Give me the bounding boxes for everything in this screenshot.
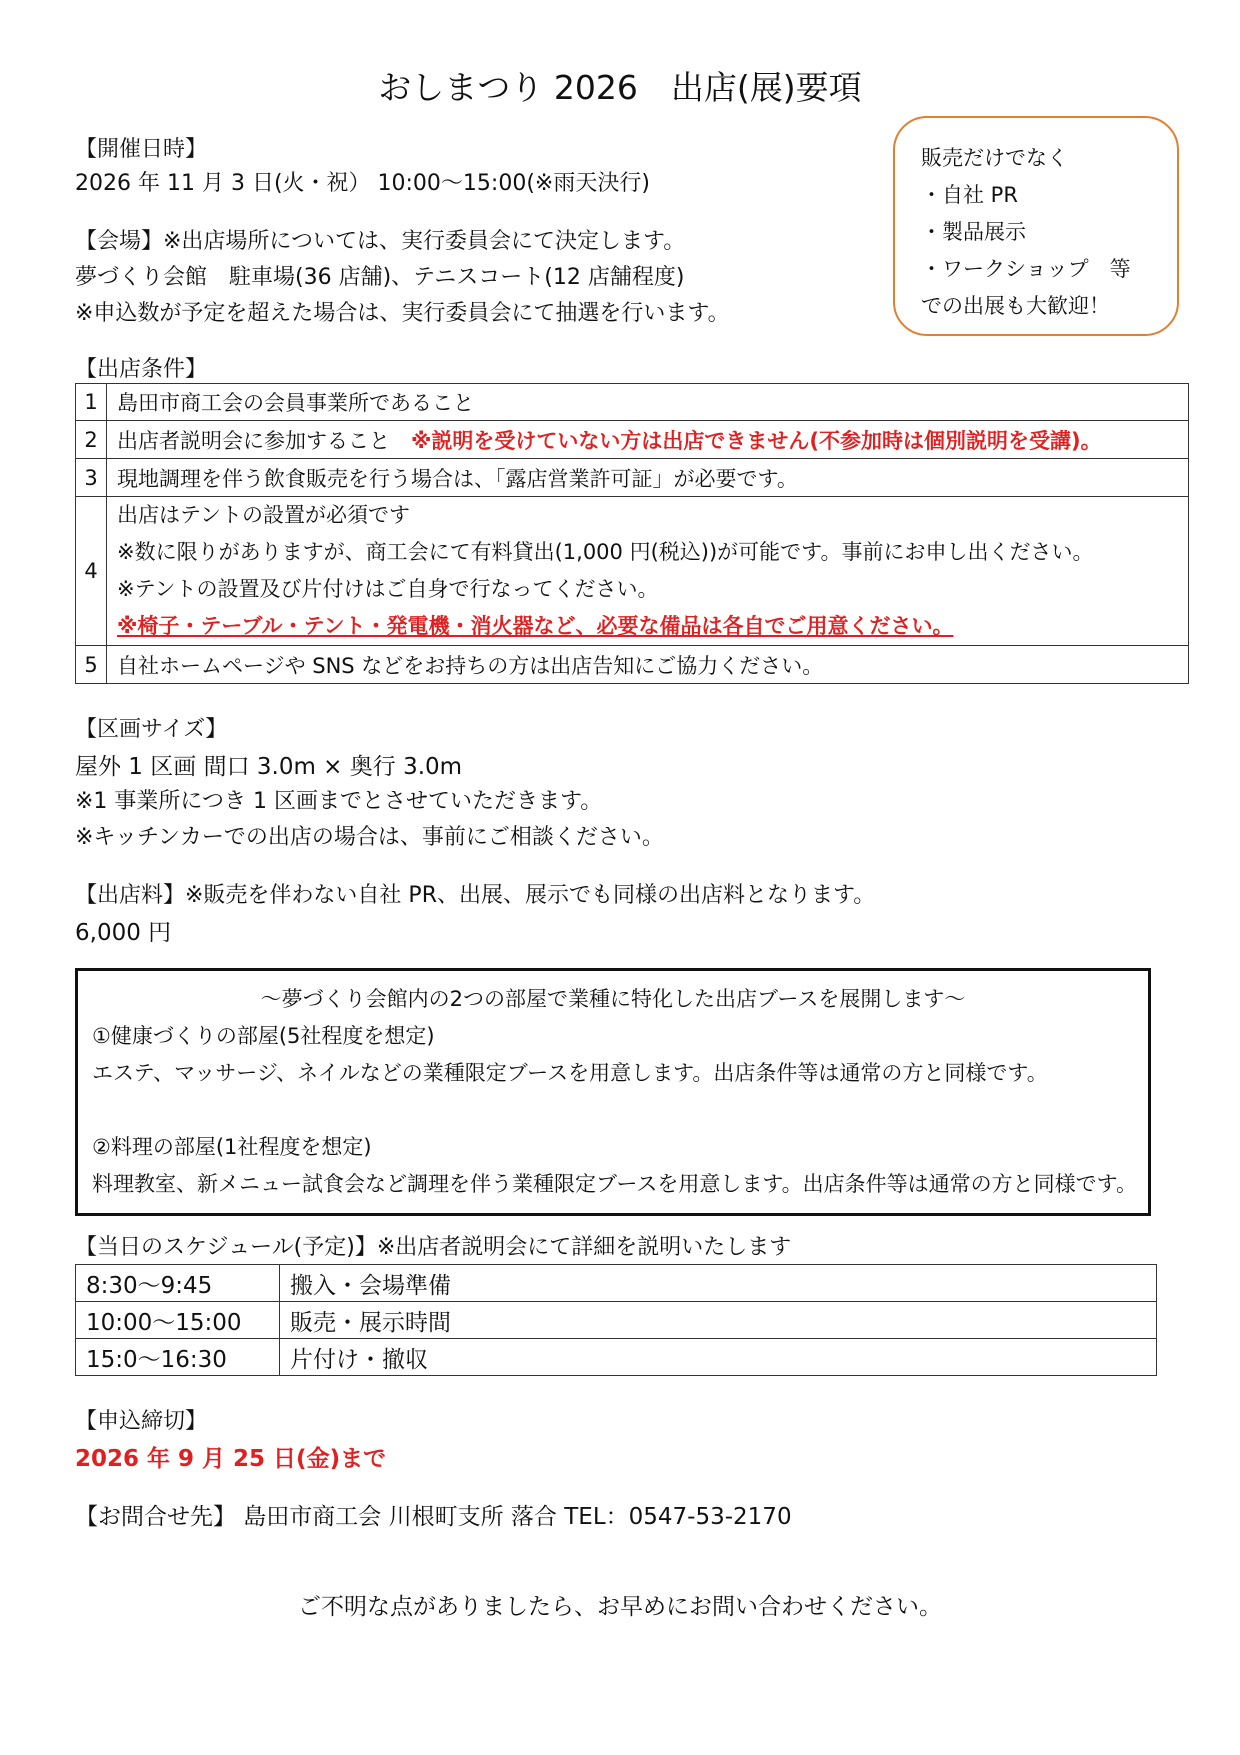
date-heading: 【開催日時】	[75, 137, 208, 162]
schedule-time: 15:0～16:30	[76, 1339, 280, 1376]
plot-note-1: ※1 事業所につき 1 区画までとさせていただきます。	[75, 789, 603, 814]
schedule-item: 販売・展示時間	[280, 1302, 1157, 1339]
row-number: 5	[76, 646, 107, 684]
condition-text: 島田市商工会の会員事業所であること	[107, 384, 1189, 421]
condition-cell	[107, 497, 1189, 646]
condition-text: 出店者説明会に参加すること	[117, 428, 390, 453]
row-number: 2	[76, 421, 107, 459]
schedule-heading: 【当日のスケジュール(予定)】※出店者説明会にて詳細を説明いたします	[75, 1235, 792, 1260]
schedule-time: 8:30～9:45	[76, 1265, 280, 1302]
table-row	[76, 459, 1189, 497]
callout-line-5: での出展も大歓迎！	[921, 294, 1110, 318]
venue-heading: 【会場】※出店場所については、実行委員会にて決定します。	[75, 229, 686, 254]
table-row	[76, 1339, 1157, 1376]
room1-title: ①健康づくりの部屋(5社程度を想定)	[92, 1024, 435, 1048]
condition-cell	[107, 421, 1189, 459]
contact-info: 【お問合せ先】 島田市商工会 川根町支所 落合 TEL：0547-53-2170	[75, 1504, 792, 1530]
conditions-table	[75, 383, 1189, 684]
condition-line: ※数に限りがありますが、商工会にて有料貸出(1,000 円(税込))が可能です。事前にお申し出ください。	[117, 540, 1094, 564]
callout-line-4: ・ワークショップ 等	[921, 257, 1131, 281]
condition-text: 自社ホームページや SNS などをお持ちの方は出店告知にご協力ください。	[107, 646, 1189, 684]
plot-note-2: ※キッチンカーでの出店の場合は、事前にご相談ください。	[75, 825, 664, 850]
callout-box	[893, 116, 1179, 336]
room2-text: 料理教室、新メニュー試食会など調理を伴う業種限定ブースを用意します。出店条件等は通常の方と同様です。	[92, 1172, 1137, 1196]
table-row	[76, 421, 1189, 459]
callout-line-2: ・自社 PR	[921, 183, 1018, 207]
room1-text: エステ、マッサージ、ネイルなどの業種限定ブースを用意します。出店条件等は通常の方と同様です。	[92, 1061, 1048, 1085]
schedule-item: 搬入・会場準備	[280, 1265, 1157, 1302]
fee-value: 6,000 円	[75, 920, 172, 946]
date-value: 2026 年 11 月 3 日(火・祝） 10:00～15:00(※雨天決行)	[75, 171, 650, 196]
venue-line-1: 夢づくり会館 駐車場(36 店舗)、テニスコート(12 店舗程度)	[75, 265, 685, 290]
callout-line-3: ・製品展示	[921, 220, 1026, 244]
room2-title: ②料理の部屋(1社程度を想定)	[92, 1135, 372, 1159]
closing-message: ご不明な点がありましたら、お早めにお問い合わせください。	[298, 1594, 942, 1620]
schedule-time: 10:00～15:00	[76, 1302, 280, 1339]
schedule-table	[75, 1264, 1157, 1376]
table-row	[76, 1302, 1157, 1339]
condition-warning: ※椅子・テーブル・テント・発電機・消火器など、必要な備品は各自でご用意ください。	[117, 614, 954, 638]
table-row	[76, 646, 1189, 684]
row-number: 4	[76, 497, 107, 646]
deadline-heading: 【申込締切】	[75, 1409, 208, 1434]
row-number: 1	[76, 384, 107, 421]
condition-line: ※テントの設置及び片付けはご自身で行なってください。	[117, 577, 659, 601]
box-heading: ～夢づくり会館内の2つの部屋で業種に特化した出店ブースを展開します～	[260, 987, 966, 1011]
schedule-item: 片付け・撤収	[280, 1339, 1157, 1376]
deadline-value: 2026 年 9 月 25 日(金)まで	[75, 1446, 387, 1472]
condition-text: 現地調理を伴う飲食販売を行う場合は、「露店営業許可証」が必要です。	[107, 459, 1189, 497]
condition-warning: ※説明を受けていない方は出店できません(不参加時は個別説明を受講)。	[411, 428, 1102, 453]
table-row	[76, 1265, 1157, 1302]
special-booth-box	[75, 968, 1151, 1216]
callout-line-1: 販売だけでなく	[921, 146, 1068, 170]
row-number: 3	[76, 459, 107, 497]
conditions-heading: 【出店条件】	[75, 357, 208, 382]
spacer	[92, 1092, 1148, 1129]
table-row	[76, 384, 1189, 421]
page-title: おしまつり 2026 出店(展)要項	[378, 68, 862, 107]
table-row	[76, 497, 1189, 646]
venue-line-2: ※申込数が予定を超えた場合は、実行委員会にて抽選を行います。	[75, 301, 730, 326]
plot-size: 屋外 1 区画 間口 3.0m × 奥行 3.0m	[75, 754, 463, 780]
fee-heading: 【出店料】※販売を伴わない自社 PR、出展、展示でも同様の出店料となります。	[75, 883, 876, 908]
condition-line: 出店はテントの設置が必須です	[117, 503, 410, 527]
plot-heading: 【区画サイズ】	[75, 717, 228, 742]
